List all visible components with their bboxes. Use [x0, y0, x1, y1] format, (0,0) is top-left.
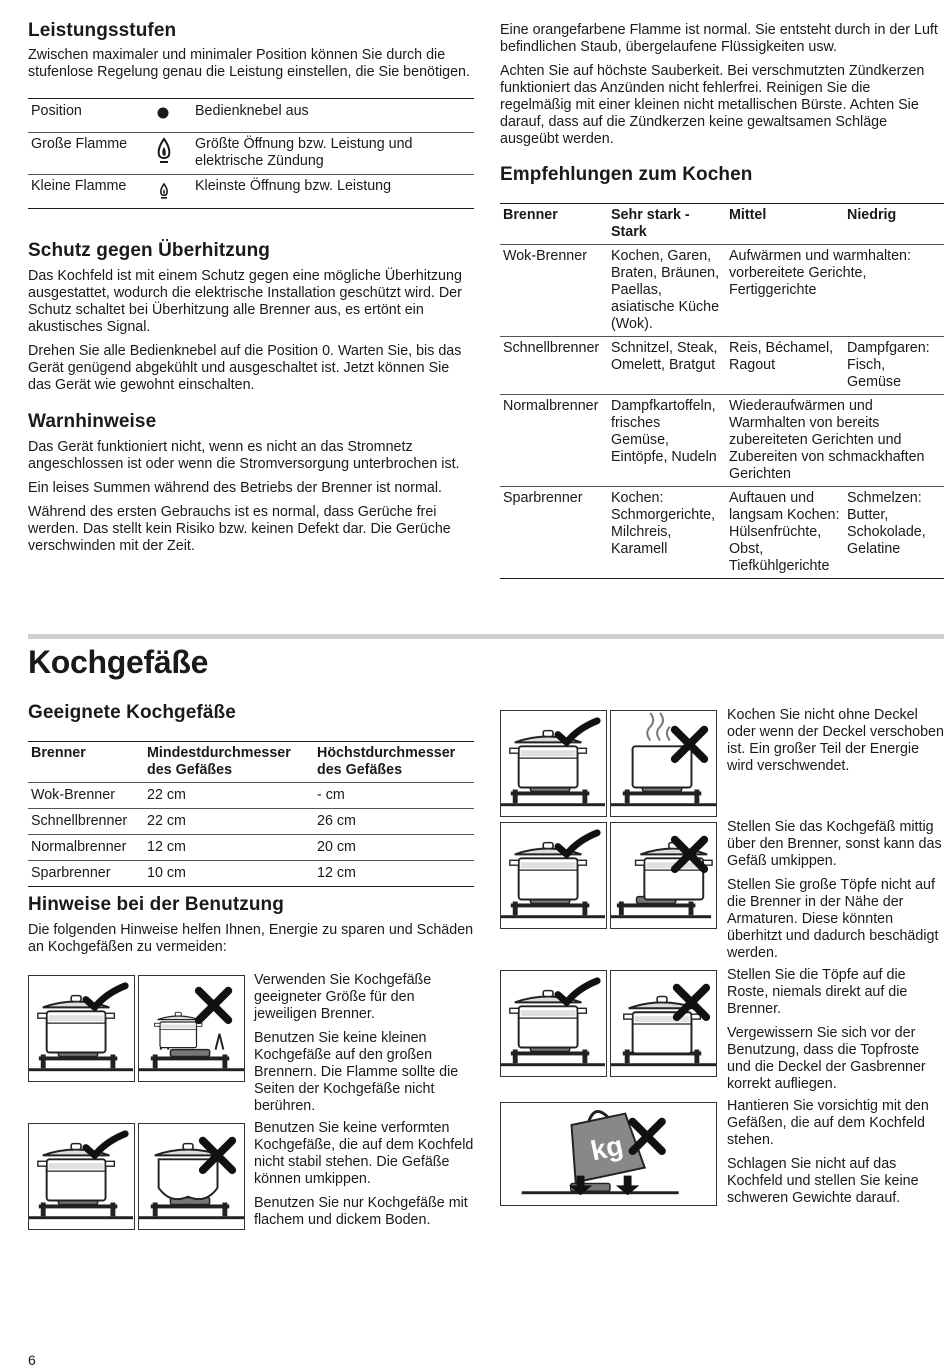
right-text-4b: Schlagen Sie nicht auf das Kochfeld und stellen Sie keine schweren Gewichte darauf. — [727, 1156, 919, 1206]
empfehlungen-table — [500, 203, 944, 579]
cell-max: 26 cm — [314, 809, 474, 835]
hinweise-text-2a: Benutzen Sie keine verformten Kochgefäße, die auf dem Kochfeld nicht stabil stehen. Die Gefäße können umkippen. — [254, 1120, 474, 1187]
header-mittel: Mittel — [729, 207, 767, 223]
table-row — [500, 245, 944, 337]
right-text-2 — [727, 819, 945, 962]
table-row — [500, 487, 944, 579]
section-divider — [28, 634, 944, 639]
cell-mittel: Auftauen und langsam Kochen: Hülsenfrüchte, Obst, Tiefkühlgerichte — [726, 487, 844, 579]
table-row — [500, 337, 944, 395]
right-text-4 — [727, 1098, 945, 1207]
cell-brenner: Schnellbrenner — [500, 337, 608, 395]
small-flame-icon — [153, 175, 192, 209]
right-text-1-paragraph: Kochen Sie nicht ohne Deckel oder wenn der Deckel verschoben ist. Ein großer Teil der Energie wird verschwendet. — [727, 707, 944, 774]
pot-deformed-image — [138, 1123, 245, 1230]
table-row — [28, 861, 474, 887]
table-row — [28, 835, 474, 861]
header-hoechst: Höchstdurchmesser des Gefäßes — [317, 745, 456, 778]
pot-too-small-image — [138, 975, 245, 1082]
right-text-2b: Stellen Sie große Töpfe nicht auf die Brenner in der Nähe der Armaturen. Diese könnten überhitzt und dadurch beschädigt werden. — [727, 877, 939, 961]
section-warnhinweise — [28, 411, 468, 555]
pot-without-lid-image — [610, 710, 717, 817]
cell-brenner: Wok-Brenner — [28, 783, 144, 809]
heading-empfehlungen: Empfehlungen zum Kochen — [500, 164, 753, 185]
warnhinweise-paragraph-2: Ein leises Summen während des Betriebs der Brenner ist normal. — [28, 480, 443, 496]
warnhinweise-paragraph-1: Das Gerät funktioniert nicht, wenn es nicht an das Stromnetz angeschlossen ist oder wenn die Stromversorgung unterbrochen ist. — [28, 439, 460, 472]
section-geeignete — [28, 702, 474, 887]
orange-flame-paragraph: Eine orangefarbene Flamme ist normal. Sie entsteht durch in der Luft befindlichen Staub, übergelaufene Flüssigkeiten usw. — [500, 22, 938, 55]
cell-desc: Bedienknebel aus — [195, 103, 309, 119]
cell-position: Position — [31, 103, 82, 119]
hinweise-text-2b: Benutzen Sie nur Kochgefäße mit flachem und dickem Boden. — [254, 1195, 468, 1228]
cell-mittel-niedrig: Aufwärmen und warmhalten: vorbereitete Gerichte, Fertiggerichte — [726, 245, 944, 337]
section-leistungsstufen — [28, 20, 474, 209]
cell-mittel: Reis, Béchamel, Ragout — [726, 337, 844, 395]
header-brenner: Brenner — [31, 745, 86, 761]
cell-stark: Kochen: Schmorgerichte, Milchreis, Karamell — [608, 487, 726, 579]
cell-niedrig: Schmelzen: Butter, Schokolade, Gelatine — [844, 487, 944, 579]
table-row — [500, 395, 944, 487]
cell-brenner: Normalbrenner — [28, 835, 144, 861]
pot-centered-image — [500, 822, 607, 929]
cell-max: 20 cm — [314, 835, 474, 861]
schutz-paragraph-1: Das Kochfeld ist mit einem Schutz gegen eine mögliche Überhitzung ausgestattet, wodurch die elektrische Installation geschützt wird. Der Schutz schaltet bei Überhitzung alle Brenner aus, es ertönt ein akustisches Signal. — [28, 268, 462, 335]
section-hinweise — [28, 894, 474, 956]
pot-off-center-image — [610, 822, 717, 929]
pot-on-grate-image — [500, 970, 607, 1077]
heading-leistungsstufen: Leistungsstufen — [28, 20, 177, 41]
right-text-3a: Stellen Sie die Töpfe auf die Roste, niemals direkt auf die Brenner. — [727, 967, 908, 1017]
kg-label: kg — [587, 1129, 626, 1167]
table-header-row — [28, 742, 474, 783]
right-text-4a: Hantieren Sie vorsichtig mit den Gefäßen, die auf dem Kochfeld stehen. — [727, 1098, 929, 1148]
cell-position: Kleine Flamme — [28, 175, 153, 209]
cell-min: 12 cm — [144, 835, 314, 861]
cell-mittel-niedrig: Wiederaufwärmen und Warmhalten von bereits zubereiteten Gerichten und Zubereiten von schmackhaften Gerichten — [726, 395, 944, 487]
hinweise-intro: Die folgenden Hinweise helfen Ihnen, Energie zu sparen und Schäden an Kochgefäßen zu vermeiden: — [28, 922, 474, 955]
schutz-paragraph-2: Drehen Sie alle Bedienknebel auf die Position 0. Warten Sie, bis das Gerät genügend abgekühlt und ausgeschaltet ist. Jetzt können Sie das Gerät wie gewohnt einschalten. — [28, 343, 462, 393]
cell-max: - cm — [314, 783, 474, 809]
page-number: 6 — [28, 1352, 36, 1368]
header-stark: Sehr stark - Stark — [611, 207, 690, 240]
cell-niedrig: Dampfgaren: Fisch, Gemüse — [844, 337, 944, 395]
cell-brenner: Wok-Brenner — [500, 245, 608, 337]
leistungsstufen-intro: Zwischen maximaler und minimaler Position können Sie durch die stufenlose Regelung genau die Leistung einstellen, die Sie benötigen. — [28, 47, 470, 80]
table-row — [28, 99, 474, 133]
large-flame-icon — [153, 133, 192, 175]
cell-min: 22 cm — [144, 783, 314, 809]
heading-hinweise: Hinweise bei der Benutzung — [28, 894, 284, 915]
table-row — [28, 809, 474, 835]
heading-geeignete: Geeignete Kochgefäße — [28, 702, 236, 723]
cell-brenner: Normalbrenner — [500, 395, 608, 487]
cell-desc: Kleinste Öffnung bzw. Leistung — [192, 175, 474, 209]
heading-warnhinweise: Warnhinweise — [28, 411, 157, 432]
geeignete-table — [28, 741, 474, 887]
heavy-weight-image — [500, 1102, 717, 1206]
right-text-2a: Stellen Sie das Kochgefäß mittig über den Brenner, sonst kann das Gefäß umkippen. — [727, 819, 942, 869]
cell-max: 12 cm — [314, 861, 474, 887]
heading-schutz: Schutz gegen Überhitzung — [28, 240, 271, 261]
cell-stark: Dampfkartoffeln, frisches Gemüse, Eintöpfe, Nudeln — [608, 395, 726, 487]
warnhinweise-paragraph-3: Während des ersten Gebrauchs ist es normal, dass Gerüche frei werden. Das stellt kein Risiko bzw. keinen Defekt dar. Die Gerüche verschwinden mit der Zeit. — [28, 504, 451, 554]
cell-brenner: Schnellbrenner — [28, 809, 144, 835]
cell-desc: Größte Öffnung bzw. Leistung und elektrische Zündung — [192, 133, 474, 175]
hinweise-text-1a: Verwenden Sie Kochgefäße geeigneter Größe für den jeweiligen Brenner. — [254, 972, 432, 1022]
pot-on-burner-image — [610, 970, 717, 1077]
right-text-3b: Vergewissern Sie sich vor der Benutzung, dass die Topfroste und die Deckel der Gasbrenner korrekt aufliegen. — [727, 1025, 926, 1092]
section-schutz — [28, 240, 468, 394]
hinweise-text-1 — [254, 972, 474, 1115]
hinweise-text-1b: Benutzen Sie keine kleinen Kochgefäße auf den großen Brennern. Die Flamme sollte die Seiten der Kochgefäße nicht berühren. — [254, 1030, 459, 1114]
table-row — [28, 175, 474, 209]
cell-position: Große Flamme — [28, 133, 153, 175]
table-row — [28, 133, 474, 175]
cell-brenner: Sparbrenner — [500, 487, 608, 579]
cleanliness-paragraph: Achten Sie auf höchste Sauberkeit. Bei verschmutzten Zündkerzen funktioniert das Anzünden nicht fehlerfrei. Reinigen Sie die regelmäßig mit einer kleinen nicht metallischen Bürste. Achten Sie darauf, dass auf die Zündkerzen keine gewaltsamen Schläge ausgeübt werden. — [500, 63, 925, 147]
heading-kochgefaesse: Kochgefäße — [28, 644, 209, 680]
pot-with-lid-image — [500, 710, 607, 817]
hinweise-text-2 — [254, 1120, 474, 1229]
pot-correct-size-image — [28, 975, 135, 1082]
section-right-intro — [500, 22, 944, 148]
header-mindest: Mindestdurchmesser des Gefäßes — [147, 745, 291, 778]
right-text-1 — [727, 707, 945, 775]
table-row — [28, 783, 474, 809]
cell-min: 22 cm — [144, 809, 314, 835]
cell-stark: Schnitzel, Steak, Omelett, Bratgut — [608, 337, 726, 395]
cell-stark: Kochen, Garen, Braten, Bräunen, Paellas, asiatische Küche (Wok). — [608, 245, 726, 337]
leistungsstufen-table — [28, 98, 474, 209]
table-header-row — [500, 204, 944, 245]
header-niedrig: Niedrig — [847, 207, 897, 223]
header-brenner: Brenner — [503, 207, 558, 223]
pot-flat-image — [28, 1123, 135, 1230]
section-empfehlungen — [500, 164, 944, 579]
cell-min: 10 cm — [144, 861, 314, 887]
cell-brenner: Sparbrenner — [28, 861, 144, 887]
dot-icon — [153, 99, 192, 133]
right-text-3 — [727, 967, 945, 1093]
